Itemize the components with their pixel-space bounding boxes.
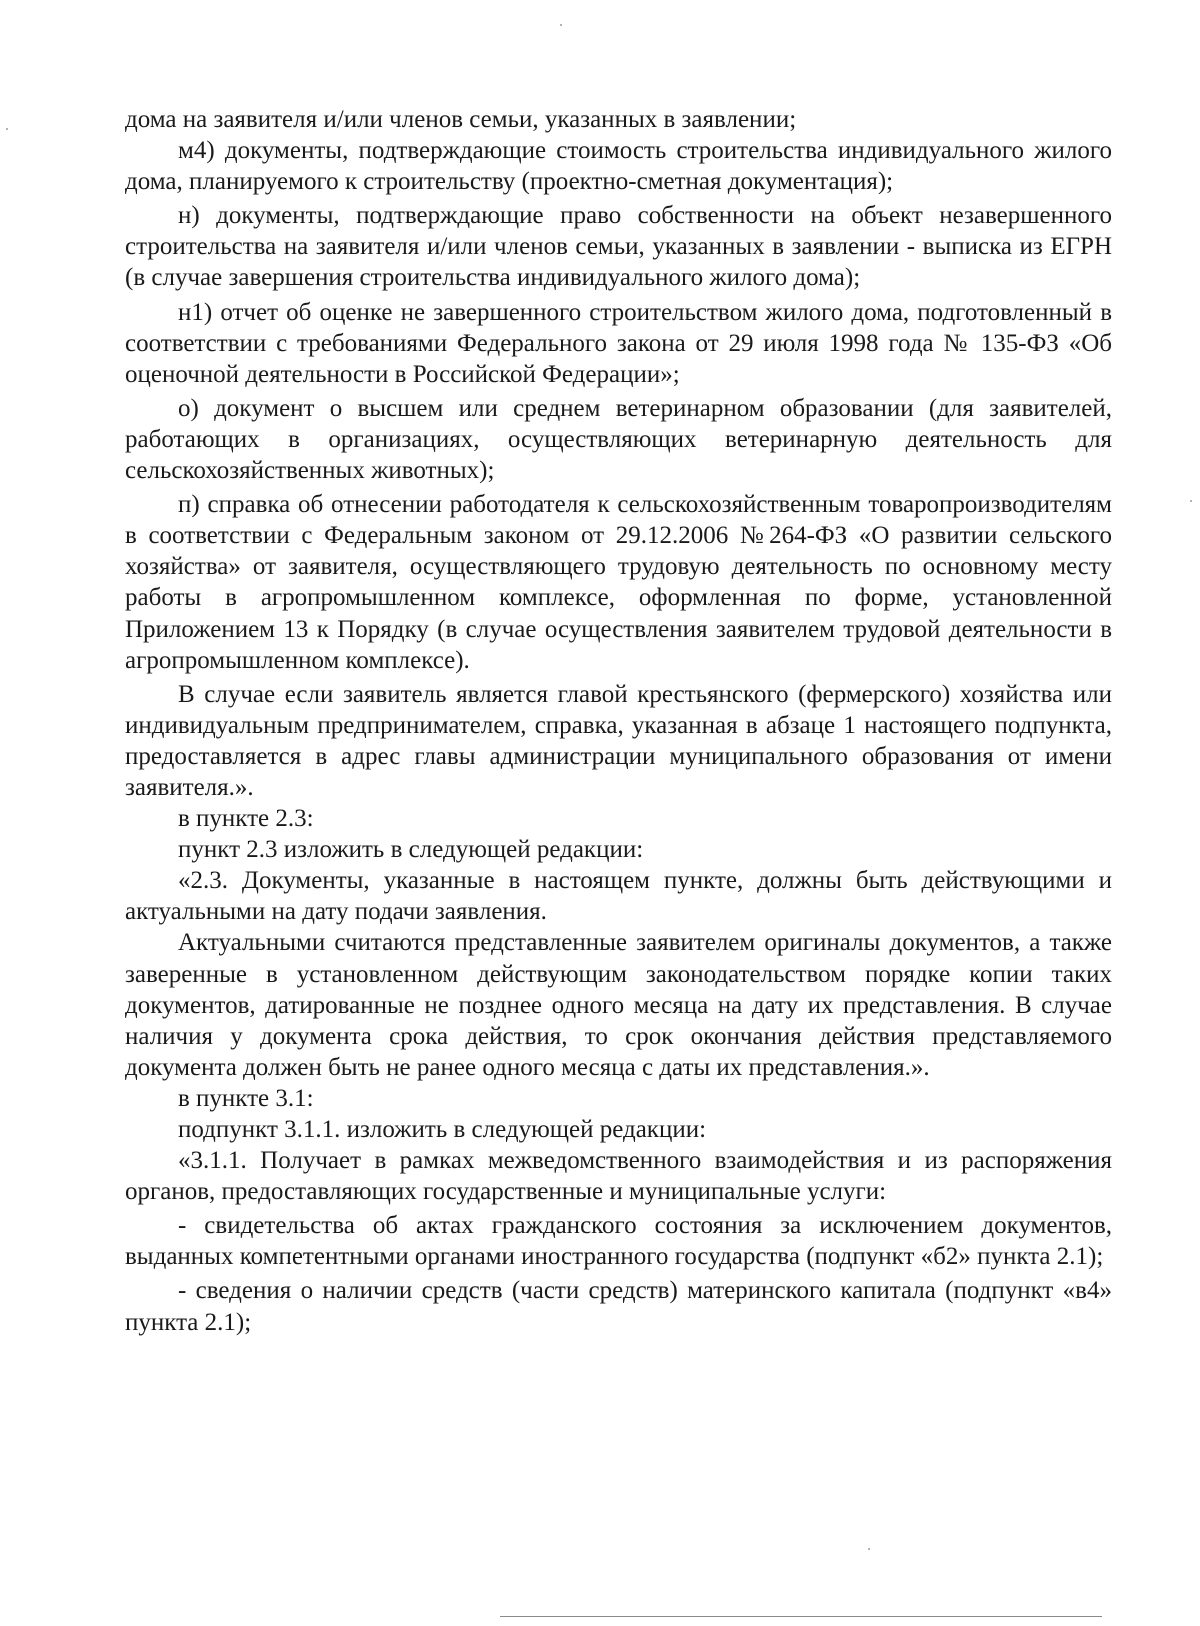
scan-artifact-dot: [1190, 500, 1192, 502]
paragraph-2-3: «2.3. Документы, указанные в настоящем пункте, должны быть действующими и актуальными на дату подачи заявления.: [125, 867, 1112, 926]
paragraph-o: о) документ о высшем или среднем ветеринарном образовании (для заявителей, работающих в организациях, осуществляющих ветеринарную деятельность для сельскохозяйственных животных);: [125, 394, 1112, 485]
scan-artifact-dot: [560, 24, 562, 26]
paragraph-n1: н1) отчет об оценке не завершенного строительством жилого дома, подготовленный в соответствии с требованиями Федерального закона от 29 июля 1998 года № 135-ФЗ «Об оценочной деятельности в Российской Федерации»;: [125, 298, 1112, 388]
paragraph-civil-status-certificates: - свидетельства об актах гражданского состояния за исключением документов, выданных компетентными органами иностранного государства (подпункт «б2» пункта 2.1);: [125, 1212, 1112, 1271]
paragraph-3-1-1: «3.1.1. Получает в рамках межведомственного взаимодействия и из распоряжения органов, предоставляющих государственные и муниципальные услуги:: [125, 1147, 1112, 1206]
paragraph-in-item-2-3: в пункте 2.3:: [178, 805, 314, 833]
paragraph-in-item-3-1: в пункте 3.1:: [178, 1084, 314, 1112]
paragraph-1: дома на заявителя и/или членов семьи, указанных в заявлении;: [125, 106, 797, 133]
paragraph-p: п) справка об отнесении работодателя к сельскохозяйственным товаропроизводителям в соответствии с Федеральным законом от 29.12.2006 №264-ФЗ «О развитии сельского хозяйства» от заявителя, осуществляющего трудовую деятельность по основному месту работы в агропромышленном комплексе, оформленная по форме, установленной Приложением 13 к Порядку (в случае осуществления заявителем трудовой деятельности в агропромышленном комплексе).: [125, 491, 1112, 674]
paragraph-actual-documents: Актуальными считаются представленные заявителем оригиналы документов, а также заверенные в установленном действующим законодательством порядке копии таких документов, датированные не позднее одного месяца на дату их представления. В случае наличия у документа срока действия, то срок окончания действия представляемого документа должен быть не ранее одного месяца с даты их представления.».: [125, 929, 1112, 1081]
document-body: [125, 104, 1112, 1338]
scan-artifact-dot: [6, 128, 8, 130]
paragraph-maternity-capital: - сведения о наличии средств (части средств) материнского капитала (подпункт «в4» пункта 2.1);: [125, 1277, 1112, 1336]
paragraph-subitem-3-1-1-redaction: подпункт 3.1.1. изложить в следующей редакции:: [178, 1116, 707, 1143]
scan-artifact-line: [500, 1616, 1102, 1617]
paragraph-m4: м4) документы, подтверждающие стоимость строительства индивидуального жилого дома, планируемого к строительству (проектно-сметная документация);: [125, 137, 1112, 196]
paragraph-farmer-case: В случае если заявитель является главой крестьянского (фермерского) хозяйства или индивидуальным предпринимателем, справка, указанная в абзаце 1 настоящего подпункта, предоставляется в адрес главы администрации муниципального образования от имени заявителя.».: [125, 680, 1112, 801]
scan-artifact-dot: [868, 1548, 870, 1550]
paragraph-item-2-3-redaction: пункт 2.3 изложить в следующей редакции:: [178, 836, 644, 864]
paragraph-n: н) документы, подтверждающие право собственности на объект незавершенного строительства на заявителя и/или членов семьи, указанных в заявлении - выписка из ЕГРН (в случае завершения строительства индивидуального жилого дома);: [125, 202, 1112, 292]
